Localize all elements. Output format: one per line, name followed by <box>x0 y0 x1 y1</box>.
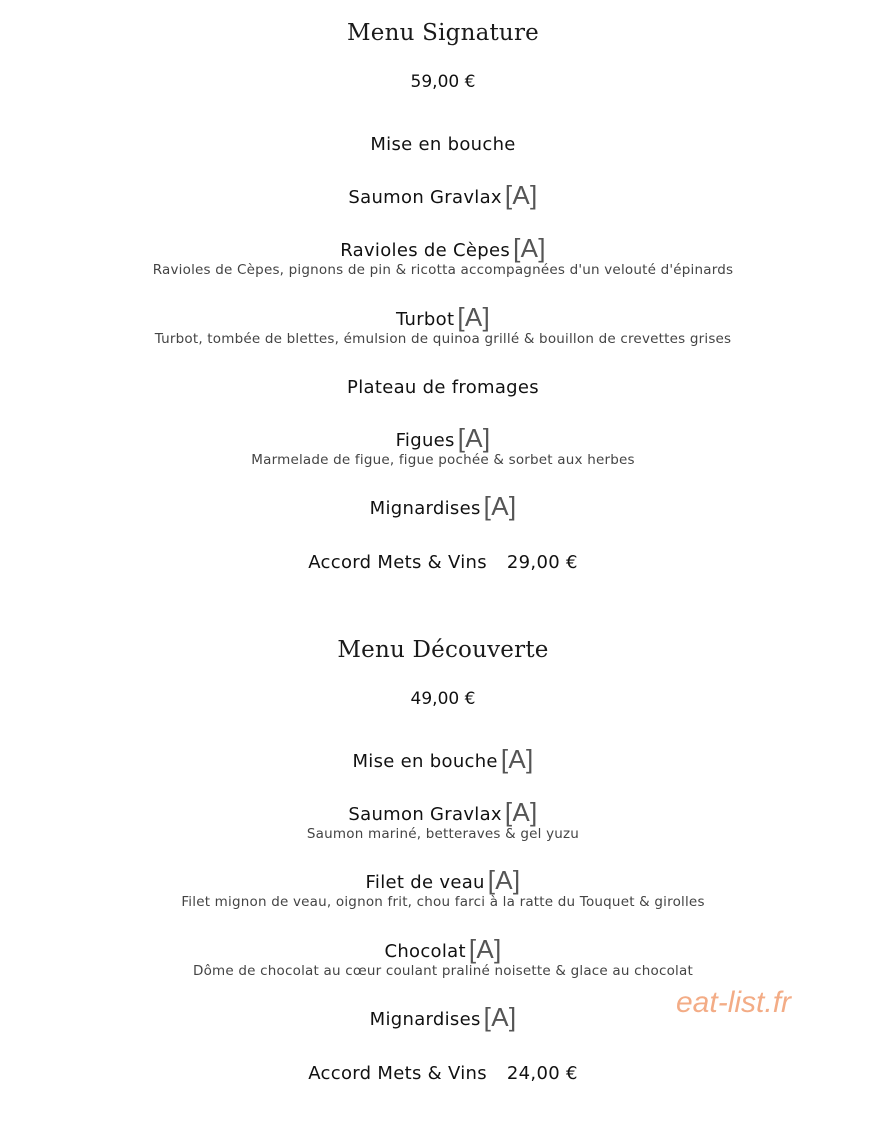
allergen-marker: [A] <box>483 1002 517 1032</box>
watermark: eat-list.fr <box>676 986 792 1019</box>
allergen-marker: [A] <box>504 797 538 827</box>
course-label: Plateau de fromages <box>347 377 539 398</box>
course-label: Figues <box>395 430 455 451</box>
course-name <box>0 134 886 155</box>
menu-title: Menu Découverte <box>337 637 549 663</box>
course-label: Saumon Gravlax <box>348 804 502 825</box>
course-description: Filet mignon de veau, oignon frit, chou farci à la ratte du Touquet & girolles <box>181 894 705 910</box>
course-label: Mise en bouche <box>352 751 498 772</box>
course-name <box>0 423 886 454</box>
wine-pairing <box>0 1063 886 1084</box>
course-description: Saumon mariné, betteraves & gel yuzu <box>306 826 580 842</box>
course-name <box>0 491 886 522</box>
wine-pairing-label: Accord Mets & Vins <box>308 552 487 573</box>
allergen-marker: [A] <box>513 233 546 263</box>
allergen-marker: [A] <box>457 302 491 332</box>
course-description: Dôme de chocolat au cœur coulant praliné noisette & glace au chocolat <box>193 963 693 979</box>
course-label: Chocolat <box>384 941 466 962</box>
course-description: Ravioles de Cèpes, pignons de pin & ricotta accompagnées d'un velouté d'épinards <box>152 262 734 278</box>
course-name <box>0 797 886 828</box>
course-label: Ravioles de Cèpes <box>340 240 511 261</box>
allergen-marker: [A] <box>468 934 502 964</box>
course-name <box>0 180 886 211</box>
course-label: Turbot <box>395 309 455 330</box>
course-label: Saumon Gravlax <box>348 187 502 208</box>
course-label: Mignardises <box>369 1009 481 1030</box>
menu-price: 59,00 € <box>410 72 476 92</box>
wine-pairing-label: Accord Mets & Vins <box>308 1063 487 1084</box>
course-label: Mignardises <box>369 498 481 519</box>
course-description: Turbot, tombée de blettes, émulsion de quinoa grillé & bouillon de crevettes grises <box>154 331 732 347</box>
wine-pairing-price: 24,00 € <box>506 1063 578 1084</box>
allergen-marker: [A] <box>504 180 538 210</box>
course-label: Filet de veau <box>365 872 485 893</box>
allergen-marker: [A] <box>500 744 534 774</box>
course-description: Marmelade de figue, figue pochée & sorbet aux herbes <box>251 452 635 468</box>
menu-price: 49,00 € <box>410 689 476 709</box>
course-name <box>0 302 886 333</box>
course-name <box>0 233 886 264</box>
allergen-marker: [A] <box>487 865 521 895</box>
allergen-marker: [A] <box>483 491 517 521</box>
wine-pairing-price: 29,00 € <box>506 552 578 573</box>
course-name <box>0 865 886 896</box>
course-name <box>0 744 886 775</box>
menu-title: Menu Signature <box>347 20 539 46</box>
wine-pairing <box>0 552 886 573</box>
course-name <box>0 934 886 965</box>
course-label: Mise en bouche <box>370 134 516 155</box>
allergen-marker: [A] <box>457 423 491 453</box>
course-name <box>0 377 886 398</box>
